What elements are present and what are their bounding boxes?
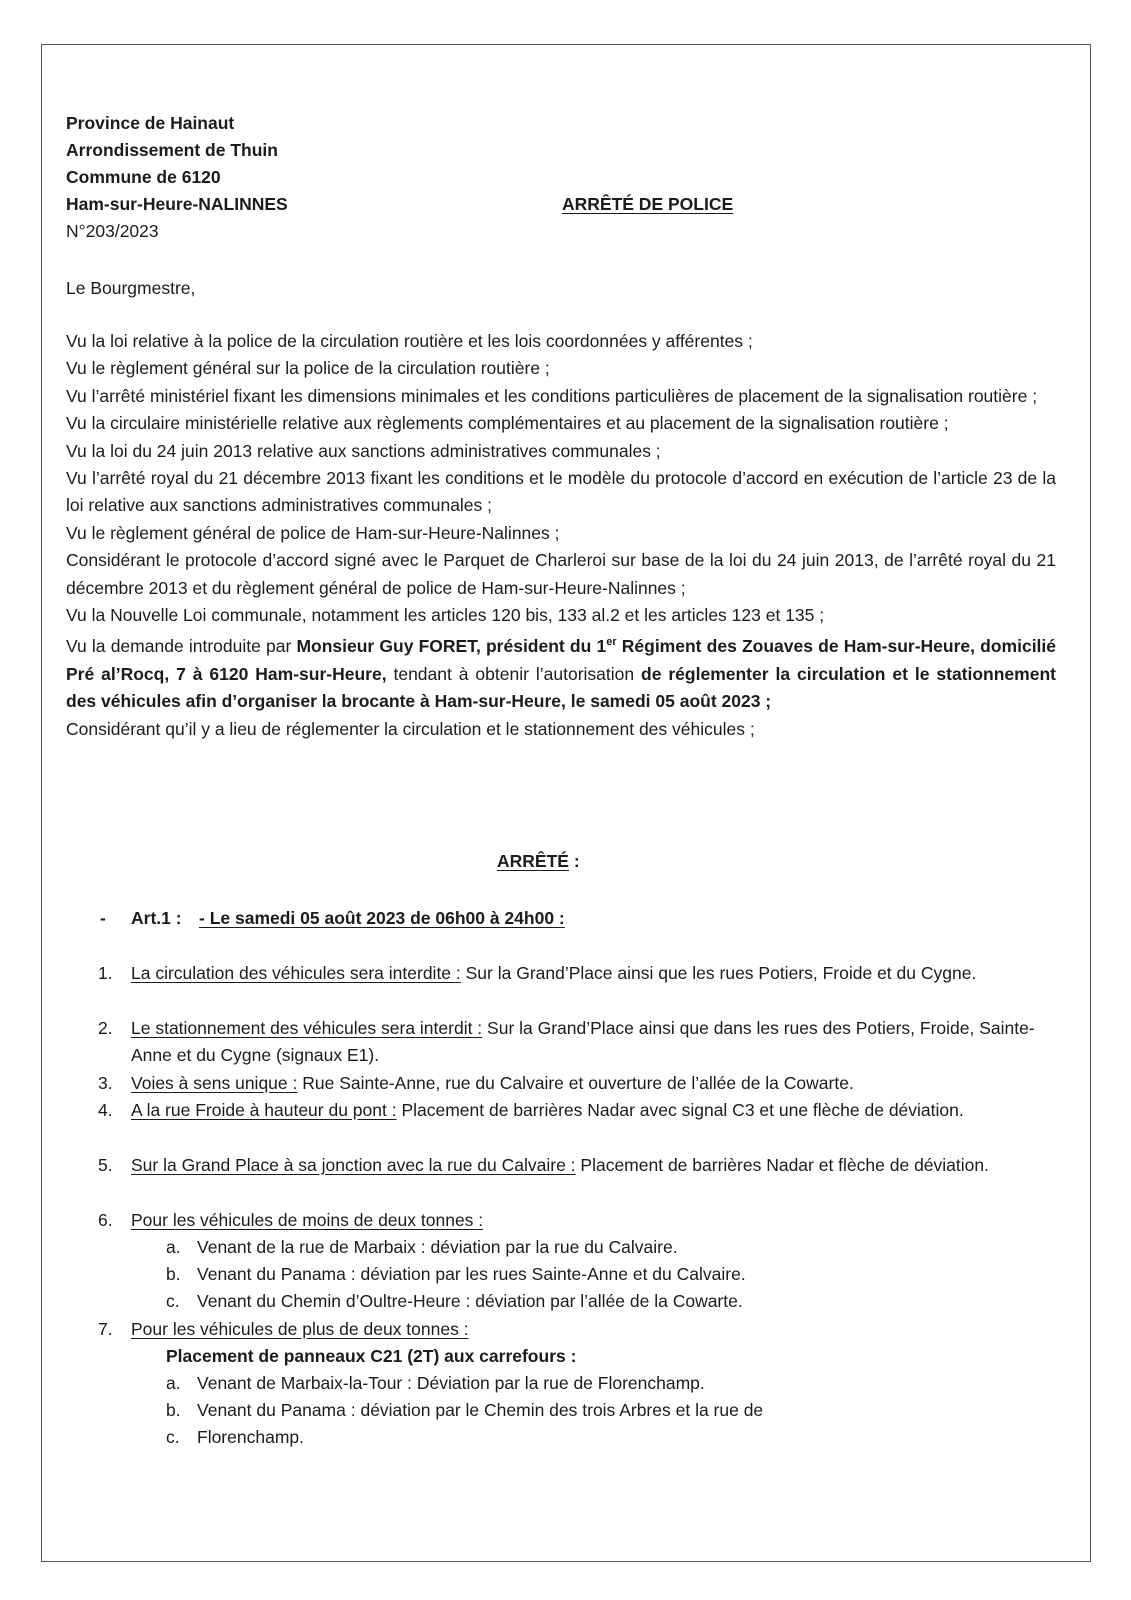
considerations-block [66, 328, 1056, 743]
sub-item: Venant du Panama : déviation par le Chemin des trois Arbres et la rue de [197, 1400, 764, 1420]
item-number: 7. [98, 1319, 113, 1339]
sub-item: Venant de Marbaix-la-Tour : Déviation par la rue de Florenchamp. [197, 1373, 705, 1393]
salutation: Le Bourgmestre, [66, 278, 196, 298]
sub-item-letter: a. [166, 1373, 181, 1393]
consideration-item: Vu la Nouvelle Loi communale, notamment les articles 120 bis, 133 al.2 et les articles 123 et 135 ; [66, 605, 825, 626]
list-item: A la rue Froide à hauteur du pont : Placement de barrières Nadar avec signal C3 et une flèche de déviation. [131, 1100, 964, 1120]
consideration-item: Vu le règlement général sur la police de la circulation routière ; [66, 358, 550, 379]
sub-item-letter: b. [166, 1264, 181, 1284]
requester: Monsieur Guy FORET, président du 1er Régiment des Zouaves de Ham-sur-Heure, domicilié Pré al’Rocq, 7 à 6120 Ham-sur-Heure, [66, 636, 1057, 684]
consideration-item: Considérant le protocole d’accord signé avec le Parquet de Charleroi sur base de la loi du 24 juin 2013, de l’arrêté royal du 21 décembre 2013 et du règlement général de police de Ham-sur-Heure-Nalinnes ; [66, 550, 1056, 598]
decree-heading: ARRÊTÉ : [497, 851, 580, 871]
list-item: Pour les véhicules de plus de deux tonnes : [131, 1319, 469, 1339]
commune-line: Commune de 6120 [66, 167, 221, 187]
consideration-item: Vu la circulaire ministérielle relative aux règlements complémentaires et au placement de la signalisation routière ; [66, 413, 949, 434]
sub-item: Venant du Panama : déviation par les rues Sainte-Anne et du Calvaire. [197, 1264, 746, 1284]
list-item: Le stationnement des véhicules sera interdit : Sur la Grand’Place ainsi que dans les rues des Potiers, Froide, Sainte-Anne et du Cygne (signaux E1). [131, 1018, 1035, 1066]
item-number: 4. [98, 1100, 113, 1120]
consideration-item: Vu la loi relative à la police de la circulation routière et les lois coordonnées y afférentes ; [66, 331, 753, 351]
item-number: 3. [98, 1073, 113, 1093]
municipality-line: Ham-sur-Heure-NALINNES [66, 194, 288, 214]
article-dash: - [100, 908, 106, 928]
consideration-item: Vu la loi du 24 juin 2013 relative aux sanctions administratives communales ; [66, 440, 661, 461]
arrondissement-line: Arrondissement de Thuin [66, 140, 278, 160]
item-number: 2. [98, 1018, 113, 1038]
reference-number: N°203/2023 [66, 221, 159, 241]
article-label: Art.1 : [131, 908, 182, 928]
consideration-item: Vu l’arrêté ministériel fixant les dimensions minimales et les conditions particulières de placement de la signalisation routière ; [66, 385, 1038, 406]
consideration-item: Vu l’arrêté royal du 21 décembre 2013 fixant les conditions et le modèle du protocole d’accord en exécution de l’article 23 de la loi relative aux sanctions administratives communales ; [66, 468, 1056, 516]
item-number: 6. [98, 1210, 113, 1230]
sub-item: Venant de la rue de Marbaix : déviation par la rue du Calvaire. [197, 1237, 678, 1257]
request-purpose: de réglementer la circulation et le stationnement des véhicules afin d’organiser la brocante à Ham-sur-Heure, le samedi 05 août 2023 ; [66, 663, 1056, 712]
final-consideration: Considérant qu’il y a lieu de réglementer la circulation et le stationnement des véhicules ; [66, 718, 755, 739]
list-item: La circulation des véhicules sera interdite : Sur la Grand’Place ainsi que les rues Potiers, Froide et du Cygne. [131, 963, 977, 983]
consideration-item: Vu le règlement général de police de Ham-sur-Heure-Nalinnes ; [66, 522, 560, 543]
item-number: 1. [98, 963, 113, 983]
list-item: Pour les véhicules de moins de deux tonnes : [131, 1210, 484, 1230]
sub-item-letter: c. [166, 1291, 180, 1311]
document-title: ARRÊTÉ DE POLICE [562, 194, 734, 214]
sub-item-letter: b. [166, 1400, 181, 1420]
request-paragraph: Vu la demande introduite par Monsieur Guy FORET, président du 1er Régiment des Zouaves de Ham-sur-Heure, domicilié Pré al’Rocq, 7 à 6120 Ham-sur-Heure, tendant à obtenir l’autorisation de réglementer la circulation et le stationnement des véhicules afin d’organiser la brocante à Ham-sur-Heure, le samedi 05 août 2023 ; [66, 636, 1057, 712]
item-number: 5. [98, 1155, 113, 1175]
sub-item: Florenchamp. [197, 1427, 304, 1447]
sub-item-letter: c. [166, 1427, 180, 1447]
article-date: - Le samedi 05 août 2023 de 06h00 à 24h00 : [199, 908, 565, 928]
province-line: Province de Hainaut [66, 113, 235, 133]
list-item: Voies à sens unique : Rue Sainte-Anne, rue du Calvaire et ouverture de l’allée de la Cowarte. [131, 1073, 854, 1093]
sub-item-letter: a. [166, 1237, 181, 1257]
sub-item: Venant du Chemin d’Oultre-Heure : déviation par l’allée de la Cowarte. [197, 1291, 743, 1311]
list-item: Sur la Grand Place à sa jonction avec la rue du Calvaire : Placement de barrières Nadar et flèche de déviation. [131, 1155, 989, 1175]
item7-title: Placement de panneaux C21 (2T) aux carrefours : [166, 1346, 577, 1366]
